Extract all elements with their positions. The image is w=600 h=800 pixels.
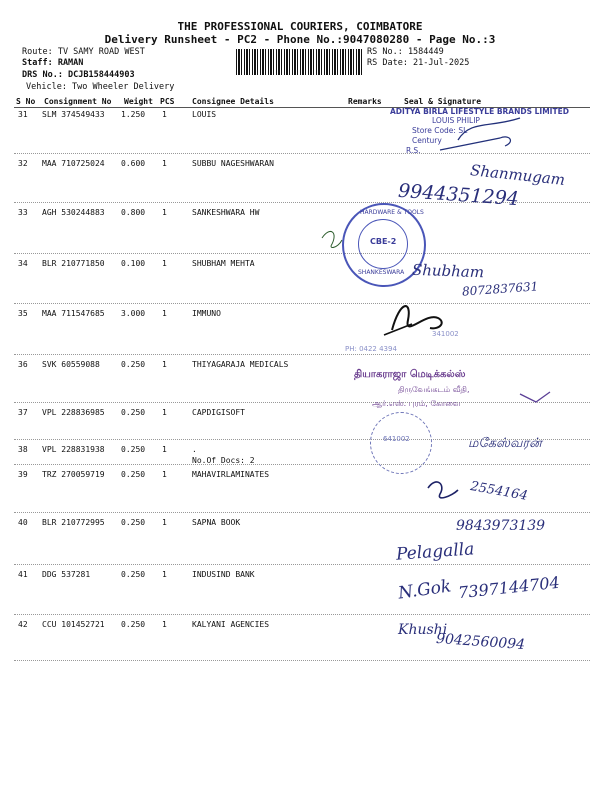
cell-weight: 0.600 [121,159,146,168]
cell-consignment: MAA 710725024 [42,159,105,168]
col-weight: Weight [124,97,153,106]
thiyagaraja-stamp-line2: திருவேங்கடம் வீதி, [398,385,470,394]
cell-sno: 39 [18,470,28,479]
cell-pcs: 1 [162,518,167,527]
immuno-stamp-line2: PH: 0422 4394 [345,345,397,353]
signature-32-name: Shanmugam [469,161,566,189]
cell-weight: 0.100 [121,259,146,268]
signature-41-phone: 7397144704 [457,572,561,603]
cell-consignee: IMMUNO [192,309,221,318]
cell-consignment: SVK 60559088 [42,360,100,369]
cell-consignee: SANKESHWARA HW [192,208,260,217]
cell-consignment: SLM 374549433 [42,110,105,119]
rs-number: RS No.: 1584449 [367,47,444,57]
cell-consignee: SUBBU NAGESHWARAN [192,159,274,168]
cell-consignee: THIYAGARAJA MEDICALS [192,360,289,369]
route: Route: TV SAMY ROAD WEST [22,47,145,57]
shankeswara-round-stamp: HARDWARE & TOOLS CBE-2 SHANKESWARA [342,203,426,287]
cell-consignee: KALYANI AGENCIES [192,620,270,629]
cell-pcs: 1 [162,159,167,168]
cell-pcs: 1 [162,570,167,579]
cell-weight: 0.800 [121,208,146,217]
cell-sno: 32 [18,159,28,168]
runsheet-subtitle: Delivery Runsheet - PC2 - Phone No.:9047080280 - Page No.:3 [104,33,496,46]
staff: Staff: RAMAN [22,58,84,68]
cell-pcs: 1 [162,408,167,417]
cell-sno: 36 [18,360,28,369]
company-title: THE PROFESSIONAL COURIERS, COIMBATORE [177,20,423,33]
cell-sno: 38 [18,445,28,454]
signature-42-name: Khushi [398,622,448,638]
cell-weight: 3.000 [121,309,146,318]
cell-pcs: 1 [162,445,167,454]
cell-consignee: SHUBHAM MEHTA [192,259,255,268]
cell-pcs: 1 [162,110,167,119]
signature-40-phone: 9843973139 [456,518,546,534]
cell-weight: 0.250 [121,408,146,417]
cell-consignee: CAPDIGISOFT [192,408,245,417]
cell-weight: 0.250 [121,360,146,369]
signature-34-name: Shubham [411,260,485,282]
cell-sno: 35 [18,309,28,318]
cell-weight: 0.250 [121,518,146,527]
cell-weight: 1.250 [121,110,146,119]
cell-consignment: CCU 101452721 [42,620,105,629]
signature-41-name: N.Gok [396,576,453,604]
cell-pcs: 1 [162,360,167,369]
cell-consignment: MAA 711547685 [42,309,105,318]
signature-38: மகேஸ்வரன் [468,436,542,451]
signature-34-phone: 8072837631 [461,279,539,299]
cell-pcs: 1 [162,259,167,268]
col-seal: Seal & Signature [404,97,482,106]
immuno-stamp-line1: 341002 [432,330,459,338]
signature-40-name: Pelagalla [395,539,475,565]
cell-sno: 33 [18,208,28,217]
capdigisoft-round-stamp: 641002 [370,412,432,474]
cell-consignment: AGH 530244883 [42,208,105,217]
cell-consignee: MAHAVIRLAMINATES [192,470,270,479]
rs-date: RS Date: 21-Jul-2025 [367,58,470,68]
cell-consignee: INDUSIND BANK [192,570,255,579]
cell-sno: 40 [18,518,28,527]
docs-count-note: No.Of Docs: 2 [192,456,255,465]
cell-sno: 31 [18,110,28,119]
cell-consignment: TRZ 270059719 [42,470,105,479]
cell-consignment: BLR 210771850 [42,259,105,268]
col-remarks: Remarks [348,97,382,106]
cell-pcs: 1 [162,208,167,217]
col-consignee: Consignee Details [192,97,274,106]
cell-pcs: 1 [162,470,167,479]
thiyagaraja-stamp-line3: ஆர்.எஸ். புரம், கோவை [372,399,461,408]
cell-consignee: . [192,445,197,454]
thiyagaraja-stamp-line1: தியாகராஜா மெடிக்கல்ஸ் [354,369,466,380]
cell-consignment: VPL 228836985 [42,408,105,417]
cell-pcs: 1 [162,620,167,629]
cell-consignment: BLR 210772995 [42,518,105,527]
cell-weight: 0.250 [121,620,146,629]
cell-weight: 0.250 [121,445,146,454]
cell-weight: 0.250 [121,470,146,479]
signature-42-phone: 9042560094 [435,630,526,654]
cell-sno: 41 [18,570,28,579]
cell-sno: 42 [18,620,28,629]
signature-32-phone: 9944351294 [397,179,520,211]
cell-pcs: 1 [162,309,167,318]
cell-consignee: SAPNA BOOK [192,518,241,527]
col-sno: S No [16,97,36,106]
drs-number: DRS No.: DCJB158444903 [22,70,135,80]
signature-39-phone: 2554164 [469,479,529,504]
cell-consignment: DDG 537281 [42,570,91,579]
col-consignment: Consignment No [44,97,112,106]
cell-sno: 37 [18,408,28,417]
col-pcs: PCS [160,97,175,106]
vehicle: Vehicle: Two Wheeler Delivery [26,82,175,92]
cell-sno: 34 [18,259,28,268]
cell-weight: 0.250 [121,570,146,579]
cell-consignment: VPL 228831938 [42,445,105,454]
cell-consignee: LOUIS [192,110,217,119]
